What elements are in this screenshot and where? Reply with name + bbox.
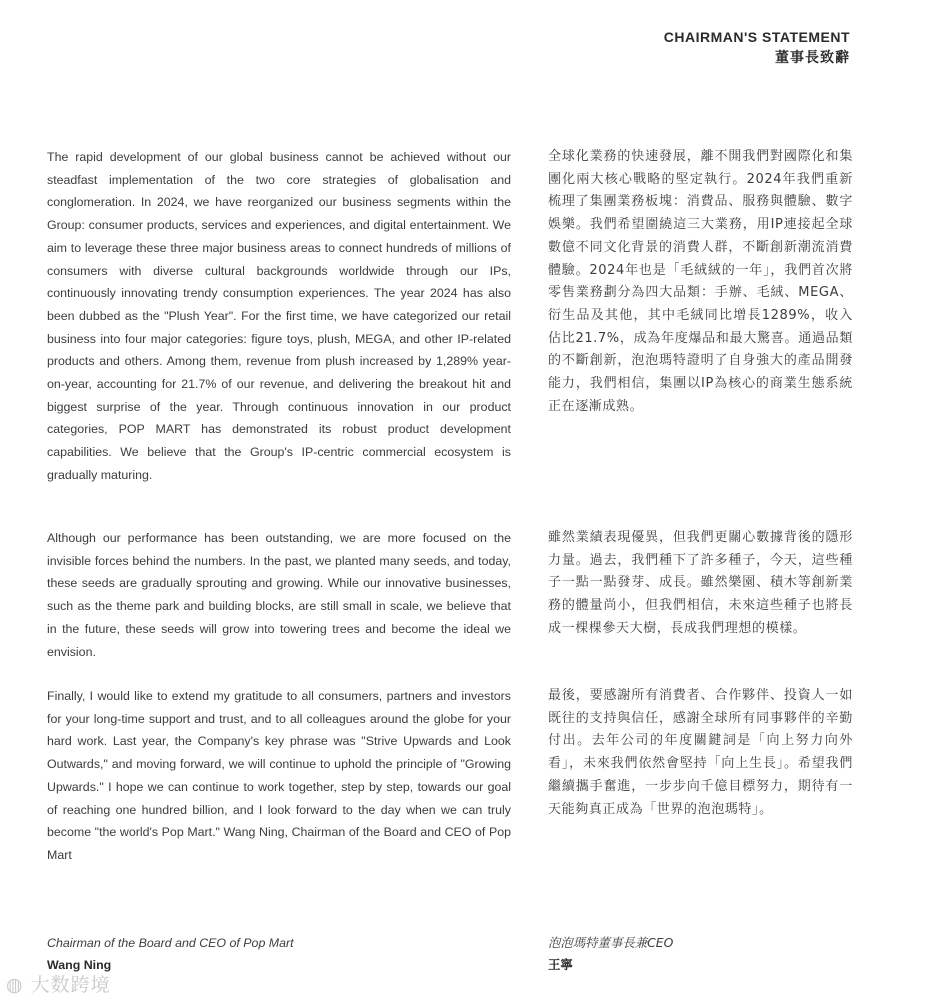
watermark-logo-icon: ◍ (6, 974, 31, 996)
english-paragraph-1: The rapid development of our global business cannot be achieved without our steadfast implementation of the two core strategies of globalisation and conglomeration. In 2024, we have reorganized our business segments within the Group: consumer products, services and experiences, and digital entertainment. We aim to leverage these three major business areas to connect hundreds of millions of consumers with diverse cultural backgrounds worldwide through our IPs, continuously innovating trendy consumption experiences. The year 2024 has also been dubbed as the "Plush Year". For the first time, we have categorized our retail business into four major categories: figure toys, plush, MEGA, and other IP-related products and others. Among them, revenue from plush increased by 1,289% year-on-year, accounting for 21.7% of our revenue, and delivering the breakout hit and biggest surprise of the year. Through continuous innovation in our product categories, POP MART has demonstrated its robust product development capabilities. We believe that the Group's IP-centric commercial ecosystem is gradually maturing. (47, 150, 511, 482)
watermark (6, 970, 111, 997)
section-title-en: CHAIRMAN'S STATEMENT (663, 29, 850, 45)
chinese-paragraph-3: 最後，要感謝所有消費者、合作夥伴、投資人一如既往的支持與信任，感謝全球所有同事夥伴的辛勤付出。去年公司的年度關鍵詞是「向上努力向外看」，未來我們依然會堅持「向上生長」。希望我們繼續攜手奮進，一步步向千億目標努力，期待有一天能夠真正成為「世界的泡泡瑪特」。 (548, 688, 853, 817)
signature-name-en: Wang Ning (47, 958, 112, 972)
signature-title-en: Chairman of the Board and CEO of Pop Mart (47, 936, 294, 950)
page-header (664, 28, 850, 68)
section-title-zh: 董事長致辭 (775, 49, 850, 65)
english-paragraph-3: Finally, I would like to extend my gratitude to all consumers, partners and investors for your long-time support and trust, and to all colleagues around the globe for your hard work. Last year, the Company's key phrase was "Strive Upwards and Look Outwards," and moving forward, we will continue to uphold the principle of "Growing Upwards." I hope we can continue to work together, step by step, towards our goal of reaching one hundred billion, and I look forward to the day when we can truly become "the world's Pop Mart." Wang Ning, Chairman of the Board and CEO of Pop Mart (47, 689, 511, 862)
signature-zh (548, 932, 673, 976)
watermark-text: 大数跨境 (30, 974, 111, 996)
chinese-paragraph-1: 全球化業務的快速發展，離不開我們對國際化和集團化兩大核心戰略的堅定執行。2024年我們重新梳理了集團業務板塊：消費品、服務與體驗、數字娛樂。我們希望圍繞這三大業務，用IP連接起全球數億不同文化背景的消費人群，不斷創新潮流消費體驗。2024年也是「毛絨絨的一年」，我們首次將零售業務劃分為四大品類：手辦、毛絨、MEGA、衍生品及其他，其中毛絨同比增長1289%，收入佔比21.7%，成為年度爆品和最大驚喜。通過品類的不斷創新，泡泡瑪特證明了自身強大的產品開發能力，我們相信，集團以IP為核心的商業生態系統正在逐漸成熟。 (548, 149, 853, 414)
english-paragraph-2: Although our performance has been outstanding, we are more focused on the invisible forces behind the numbers. In the past, we planted many seeds, and today, these seeds are gradually sprouting and growing. While our innovative businesses, such as the theme park and building blocks, are still small in scale, we believe that in the future, these seeds will grow into towering trees and become the ideal we envision. (47, 531, 511, 659)
chinese-paragraph-2: 雖然業績表現優異，但我們更關心數據背後的隱形力量。過去，我們種下了許多種子，今天，這些種子一點一點發芽、成長。雖然樂園、積木等創新業務的體量尚小，但我們相信，未來這些種子也將長成一棵棵參天大樹，長成我們理想的模樣。 (548, 530, 853, 636)
signature-title-zh: 泡泡瑪特董事長兼CEO (548, 935, 674, 950)
signature-name-zh: 王寧 (548, 957, 573, 972)
